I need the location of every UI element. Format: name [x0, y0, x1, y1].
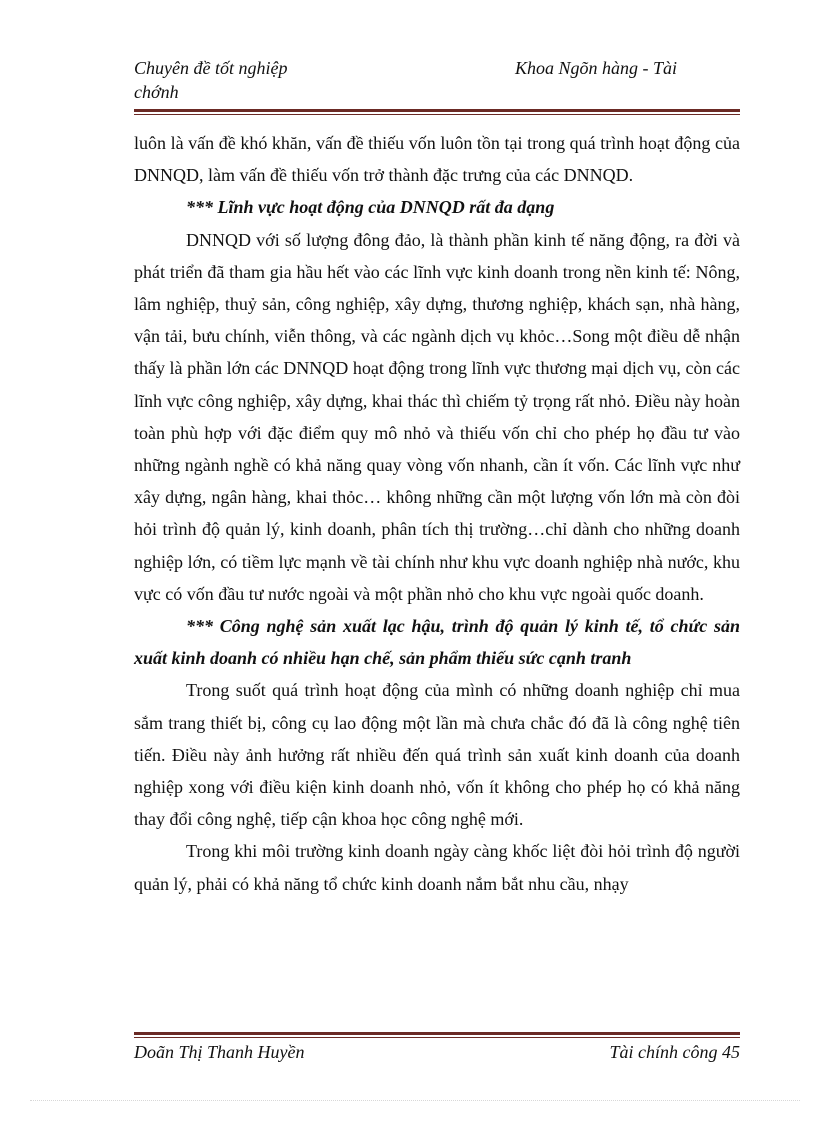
paragraph-technology: Trong suốt quá trình hoạt động của mình có những doanh nghiệp chỉ mua sắm trang thiết bị, công cụ lao động một lần mà chưa chắc đó đã là công nghệ tiên tiến. Điều này ảnh hưởng rất nhiều đến quá trình sản xuất kinh doanh của doanh nghiệp xong với điều kiện kinh doanh nhỏ, vốn ít không cho phép họ có khả năng thay đổi công nghệ, tiếp cận khoa học công nghệ mới. — [134, 680, 740, 830]
paragraph-continued: luôn là vấn đề khó khăn, vấn đề thiếu vốn luôn tồn tại trong quá trình hoạt động của DNNQD, làm vấn đề thiếu vốn trở thành đặc trưng của các DNNQD. — [134, 133, 740, 186]
header-document-title: Chuyên đề tốt nghiệp chớnh — [134, 58, 288, 102]
section-heading-technology: *** Công nghệ sản xuất lạc hậu, trình độ quản lý kinh tế, tổ chức sản xuất kinh doanh có nhiều hạn chế, sản phẩm thiếu sức cạnh tranh — [134, 616, 740, 669]
page-body — [134, 127, 740, 900]
footer-author: Doãn Thị Thanh Huyền — [134, 1042, 305, 1062]
header-divider — [134, 109, 740, 115]
header-faculty: Khoa Ngõn hàng - Tài — [515, 58, 678, 78]
page-header — [134, 56, 740, 116]
paragraph-management: Trong khi môi trường kinh doanh ngày càng khốc liệt đòi hỏi trình độ người quản lý, phải có khả năng tổ chức kinh doanh nắm bắt nhu cầu, nhạy — [134, 841, 740, 894]
section-heading-fields: *** Lĩnh vực hoạt động của DNNQD rất đa dạng — [186, 197, 555, 218]
footer-course: Tài chính công 45 — [609, 1042, 740, 1062]
page-edge-dotted-line — [30, 1100, 800, 1101]
footer-divider — [134, 1032, 740, 1038]
paragraph-fields: DNNQD với số lượng đông đảo, là thành phần kinh tế năng động, ra đời và phát triển đã tham gia hầu hết vào các lĩnh vực kinh doanh trong nền kinh tế: Nông, lâm nghiệp, thuỷ sản, công nghiệp, xây dựng, thương nghiệp, khách sạn, nhà hàng, vận tải, bưu chính, viễn thông, và các ngành dịch vụ khỏc…Song một điều dễ nhận thấy là phần lớn các DNNQD hoạt động trong lĩnh vực thương mại dịch vụ, còn các lĩnh vực công nghiệp, xây dựng, khai thác thì chiếm tỷ trọng rất nhỏ. Điều này hoàn toàn phù hợp với đặc điểm quy mô nhỏ và thiếu vốn chỉ cho phép họ đầu tư vào những ngành nghề có khả năng quay vòng vốn nhanh, cần ít vốn. Các lĩnh vực như xây dựng, ngân hàng, khai thỏc… không những cần một lượng vốn lớn mà còn đòi hỏi trình độ quản lý, kinh doanh, phân tích thị trường…chỉ dành cho những doanh nghiệp lớn, có tiềm lực mạnh về tài chính như khu vực doanh nghiệp nhà nước, khu vực có vốn đầu tư nước ngoài và một phần nhỏ cho khu vực ngoài quốc doanh. — [134, 229, 740, 604]
